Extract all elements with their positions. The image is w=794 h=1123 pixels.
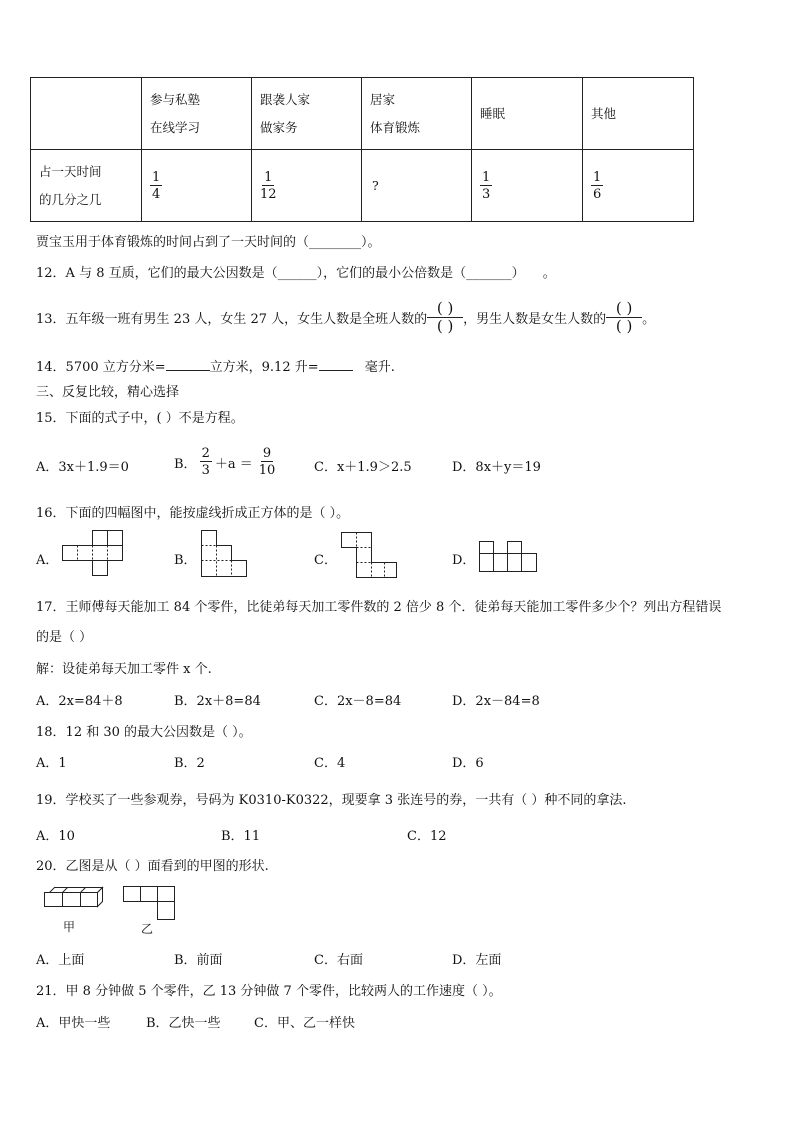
- q17-option-c[interactable]: C．2x－8=84: [314, 694, 402, 709]
- value-cell: [362, 150, 472, 222]
- value-cell: [472, 150, 583, 222]
- q15-option-d[interactable]: D．8x＋y＝19: [452, 460, 541, 475]
- q16-option-c[interactable]: C．: [314, 553, 337, 568]
- header-line: 体育锻炼: [370, 119, 421, 135]
- paren-top: ( ): [615, 298, 633, 317]
- q20-option-c[interactable]: C．右面: [314, 953, 363, 968]
- q16-option-d[interactable]: D．: [452, 553, 476, 568]
- q18-option-b[interactable]: B．2: [174, 756, 205, 771]
- net-figure-d: [479, 538, 539, 574]
- fraction: [480, 171, 492, 201]
- option-b-mid: ＋a ＝: [214, 456, 253, 472]
- option-b-label: B．: [174, 456, 197, 472]
- q18-option-d[interactable]: D．6: [452, 756, 484, 771]
- denominator: 12: [260, 186, 277, 202]
- header-line: 睡眠: [480, 105, 506, 121]
- header-line: 居家: [370, 91, 396, 107]
- q12-text: 12．A 与 8 互质，它们的最大公因数是（______），它们的最小公倍数是（_______）: [36, 266, 525, 281]
- section-title: 三、反复比较，精心选择: [36, 385, 180, 400]
- numerator: 1: [264, 169, 273, 185]
- header-line: 跟袭人家: [260, 91, 311, 107]
- q17-option-a[interactable]: A．2x=84＋8: [36, 694, 123, 709]
- value-cell: [583, 150, 694, 222]
- fraction: [259, 447, 276, 477]
- paren-bottom: ( ): [436, 316, 454, 335]
- q14-text-a: 14．5700 立方分米=: [36, 360, 166, 375]
- q15-stem: 15．下面的式子中，( ）不是方程。: [36, 411, 244, 426]
- header-line: 参与私塾: [150, 91, 201, 107]
- header-line: 做家务: [260, 119, 298, 135]
- q15-option-b[interactable]: [174, 441, 275, 483]
- unknown-value: ?: [372, 178, 379, 193]
- value-cell: [142, 150, 252, 222]
- time-table: [30, 77, 694, 222]
- numerator: 1: [482, 169, 491, 185]
- numerator: 2: [201, 446, 210, 461]
- label-yi: 乙: [141, 922, 154, 936]
- q17-option-d[interactable]: D．2x－84=8: [452, 694, 540, 709]
- q19-stem: 19．学校买了一些参观券，号码为 K0310-K0322，现要拿 3 张连号的券，一共有（ ）种不同的拿法.: [36, 793, 627, 808]
- net-figure-b: [201, 530, 249, 580]
- q21-stem: 21．甲 8 分钟做 5 个零件，乙 13 分钟做 7 个零件，比较两人的工作速度（ ）。: [36, 984, 502, 999]
- table-header-cell: [583, 78, 694, 150]
- table-header-cell: [472, 78, 583, 150]
- numerator: 9: [262, 446, 272, 461]
- answer-fraction: [606, 298, 642, 335]
- fraction: [260, 171, 277, 201]
- denominator: 6: [593, 186, 602, 202]
- table-header-cell: [142, 78, 252, 150]
- q14-text-b: 立方米，9.12 升=: [209, 360, 319, 375]
- denominator: 3: [201, 463, 210, 478]
- fraction: [591, 171, 603, 201]
- q18-stem: 18．12 和 30 的最大公因数是（ ）。: [36, 725, 252, 740]
- answer-fraction: [427, 298, 463, 335]
- q16-option-a[interactable]: A．: [36, 553, 59, 568]
- q13-text-a: 13．五年级一班有男生 23 人，女生 27 人，女生人数是全班人数的: [36, 311, 428, 327]
- denominator: 3: [482, 186, 491, 202]
- q14-text-c: 毫升.: [364, 360, 395, 375]
- q13: [36, 296, 655, 338]
- fraction: [200, 447, 212, 477]
- q19-option-b[interactable]: B．11: [221, 829, 261, 844]
- q20-option-a[interactable]: A．上面: [36, 953, 85, 968]
- numerator: 1: [593, 169, 602, 185]
- q17-stem-line1: 17．王师傅每天能加工 84 个零件，比徒弟每天加工零件数的 2 倍少 8 个．徒弟每天能加工零件多少个？列出方程错误: [36, 600, 722, 615]
- q13-text-b: ，男生人数是女生人数的: [463, 311, 607, 327]
- q12: [36, 262, 556, 281]
- q20-option-b[interactable]: B．前面: [174, 953, 223, 968]
- q21-option-b[interactable]: B．乙快一些: [146, 1016, 221, 1031]
- q16-option-b[interactable]: B．: [174, 553, 197, 568]
- table-corner-cell: [31, 78, 142, 150]
- answer-blank[interactable]: [166, 370, 210, 371]
- q20-stem: 20．乙图是从（ ）面看到的甲图的形状.: [36, 859, 269, 874]
- value-cell: [252, 150, 362, 222]
- answer-blank[interactable]: [319, 370, 353, 371]
- q12-end: 。: [542, 266, 556, 281]
- q18-option-c[interactable]: C．4: [314, 756, 346, 771]
- q19-option-c[interactable]: C．12: [407, 829, 447, 844]
- q21-option-c[interactable]: C．甲、乙一样快: [254, 1016, 355, 1031]
- q13-text-c: 。: [642, 311, 656, 327]
- q18-option-a[interactable]: A．1: [36, 756, 67, 771]
- q17-solution: 解：设徒弟每天加工零件 x 个.: [36, 662, 212, 677]
- denominator: 10: [258, 463, 276, 478]
- table-header-cell: [252, 78, 362, 150]
- figure-jia-3d-blocks: [44, 887, 104, 915]
- q11-tail-text: 贾宝玉用于体育锻炼的时间占到了一天时间的（________）。: [36, 235, 381, 250]
- q15-option-c[interactable]: C．x＋1.9＞2.5: [314, 460, 412, 475]
- numerator: 1: [152, 169, 161, 185]
- q17-option-b[interactable]: B．2x＋8=84: [174, 694, 261, 709]
- net-figure-a: [62, 530, 124, 578]
- header-line: 在线学习: [150, 119, 201, 135]
- label-jia: 甲: [63, 920, 76, 934]
- q17-stem-line2: 的是（ ）: [36, 630, 93, 645]
- table-header-cell: [362, 78, 472, 150]
- q14: [36, 356, 395, 375]
- figure-yi-view: [123, 886, 177, 922]
- paren-bottom: ( ): [615, 316, 633, 335]
- q19-option-a[interactable]: A．10: [36, 829, 75, 844]
- q16-stem: 16．下面的四幅图中，能按虚线折成正方体的是（ ）。: [36, 506, 350, 521]
- paren-top: ( ): [436, 298, 454, 317]
- row-label-cell: [31, 150, 142, 222]
- denominator: 4: [152, 186, 161, 202]
- header-line: 其他: [591, 105, 617, 121]
- net-figure-c: [341, 532, 399, 580]
- fraction: [150, 171, 162, 201]
- q20-option-d[interactable]: D．左面: [452, 953, 502, 968]
- q15-option-a[interactable]: A．3x＋1.9＝0: [36, 460, 129, 475]
- row-label-line: 的几分之几: [39, 191, 102, 207]
- row-label-line: 占一天时间: [39, 163, 102, 179]
- q21-option-a[interactable]: A．甲快一些: [36, 1016, 111, 1031]
